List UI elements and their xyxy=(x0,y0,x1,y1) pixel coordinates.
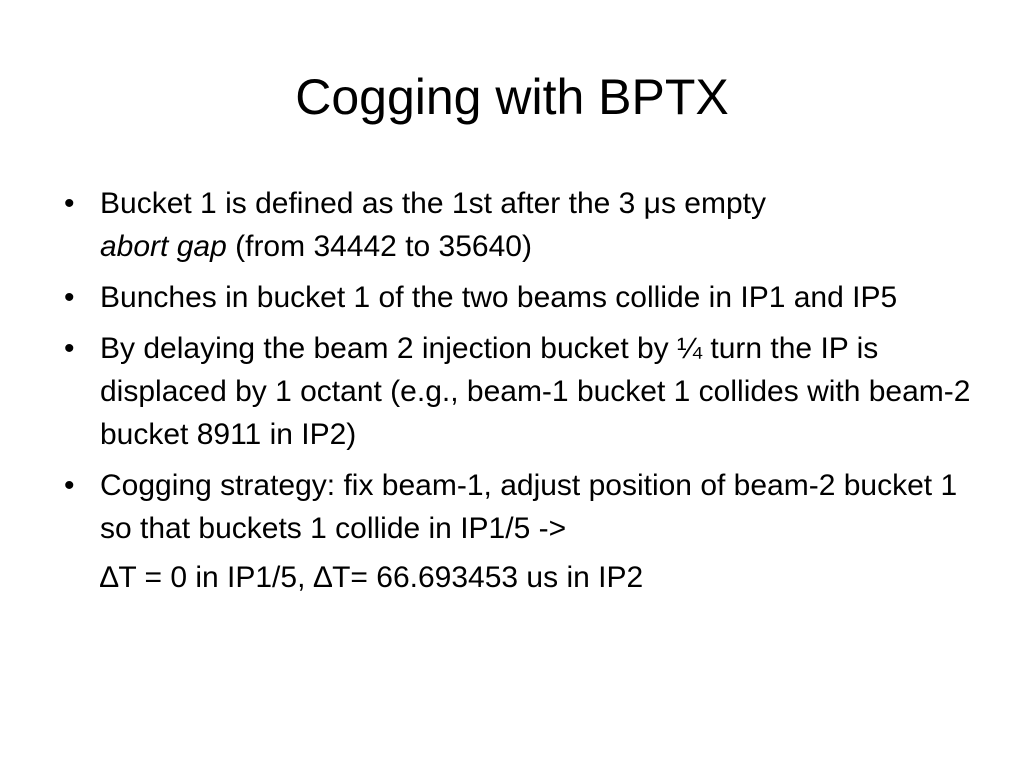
bullet-text-range: (from 34442 to 35640) xyxy=(226,230,532,263)
bullet-item-delay-injection xyxy=(60,327,980,456)
bullet-text: Bunches in bucket 1 of the two beams collide in IP1 and IP5 xyxy=(100,281,898,314)
bullet-text: Cogging strategy: fix beam-1, adjust position of beam-2 bucket 1 so that buckets 1 collide in IP1/5 -> xyxy=(100,469,958,545)
bullet-text-italic: abort gap xyxy=(100,230,227,263)
bullet-item-cogging-strategy xyxy=(60,464,980,599)
bullet-icon: • xyxy=(64,332,75,365)
bullet-list xyxy=(60,182,980,607)
bullet-text: Bucket 1 is defined as the 1st after the 3 μs empty xyxy=(100,187,766,220)
slide-title: Cogging with BPTX xyxy=(295,69,729,125)
bullet-icon: • xyxy=(64,187,75,220)
bullet-text: By delaying the beam 2 injection bucket by ¼ turn the IP is displaced by 1 octant (e.g., beam-1 bucket 1 collides with beam-2 bucket 8911 in IP2) xyxy=(100,332,971,451)
bullet-item-bucket-definition xyxy=(60,182,980,268)
bullet-item-collide-ip1-ip5 xyxy=(60,276,980,319)
bullet-text-delta-t: ∆T = 0 in IP1/5, ∆T= 66.693453 us in IP2 xyxy=(100,561,644,594)
bullet-icon: • xyxy=(64,469,75,502)
bullet-icon: • xyxy=(64,281,75,314)
